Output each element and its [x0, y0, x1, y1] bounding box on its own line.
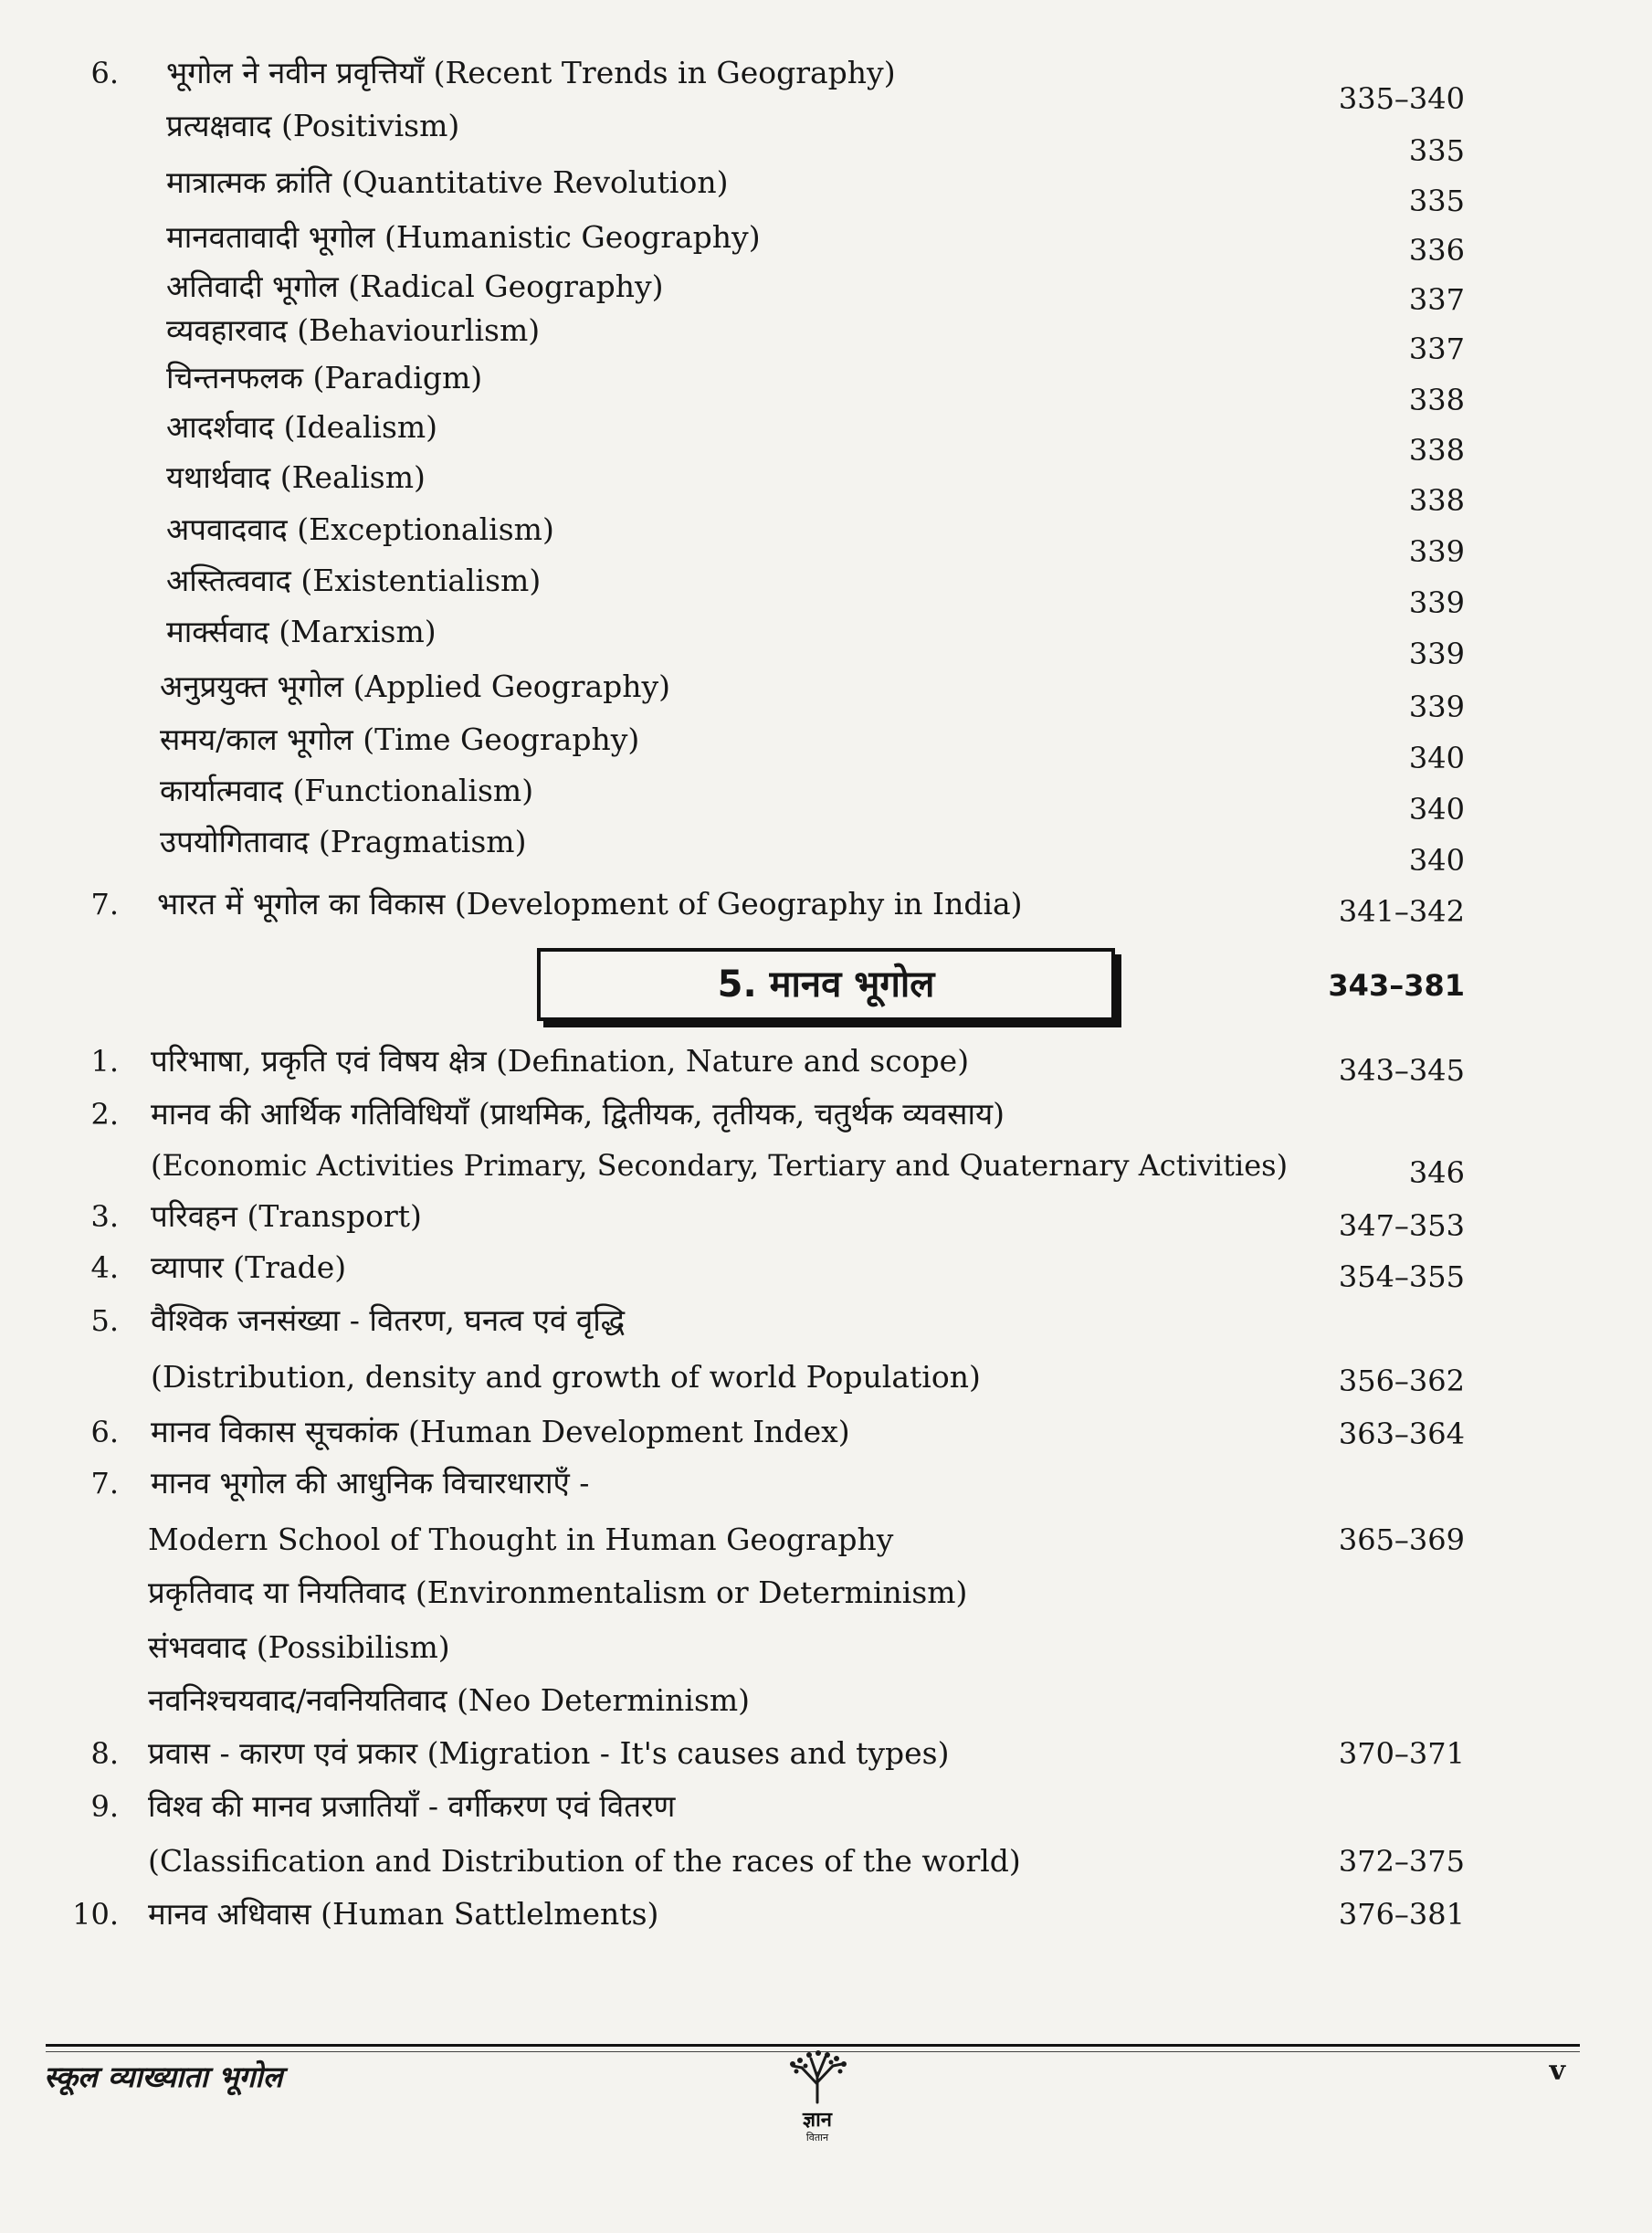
toc-subentry [0, 402, 1652, 468]
entry-number: 6. [90, 1415, 119, 1449]
entry-number: 4. [90, 1250, 119, 1285]
entry-page: 338 [1408, 483, 1465, 518]
toc-subentry [0, 452, 1652, 518]
entry-page: 338 [1408, 383, 1465, 417]
entry-page: 376–381 [1338, 1897, 1465, 1932]
entry-page: 347–353 [1338, 1208, 1465, 1243]
toc-entry [0, 1728, 1652, 1779]
logo-subtext: वितान [805, 2132, 829, 2143]
entry-title: (Classification and Distribution of the races of the world) [148, 1843, 1021, 1879]
entry-page: 335–340 [1338, 81, 1465, 116]
entry-title: मानव अधिवास (Human Sattlelments) [148, 1896, 659, 1932]
entry-title: विश्व की मानव प्रजातियाँ - वर्गीकरण एवं वितरण [148, 1788, 676, 1824]
entry-page: 336 [1408, 233, 1465, 268]
entry-number: 6. [90, 56, 119, 90]
toc-subentry [0, 353, 1652, 417]
publisher-logo [776, 2046, 858, 2146]
entry-title: चिन्तनफलक (Paradigm) [166, 360, 483, 395]
entry-title: व्यवहारवाद (Behaviourlism) [166, 312, 541, 348]
toc-entry [0, 1458, 1652, 1509]
entry-number: 2. [90, 1097, 119, 1132]
entry-title: अपवादवाद (Exceptionalism) [166, 511, 554, 547]
entry-number: 5. [90, 1303, 119, 1338]
entry-title: वैश्विक जनसंख्या - वितरण, घनत्व एवं वृद्धि [151, 1302, 626, 1338]
toc-entry [0, 1295, 1652, 1346]
entry-title: परिभाषा, प्रकृति एवं विषय क्षेत्र (Defination, Nature and scope) [151, 1043, 970, 1079]
section-heading: 5. मानव भूगोल [537, 948, 1115, 1021]
entry-number: 7. [90, 887, 119, 922]
entry-title: प्रत्यक्षवाद (Positivism) [166, 108, 460, 143]
toc-subentry [0, 504, 1652, 569]
entry-title: समय/काल भूगोल (Time Geography) [160, 722, 640, 757]
entry-title: प्रकृतिवाद या नियतिवाद (Environmentalism or Determinism) [148, 1575, 968, 1610]
toc-entry-continuation [0, 1352, 1652, 1403]
entry-title: उपयोगितावाद (Pragmatism) [160, 824, 527, 859]
toc-subentry [0, 305, 1652, 366]
toc-subentry [0, 816, 1652, 878]
toc-entry [0, 1242, 1652, 1293]
entry-page: 354–355 [1338, 1259, 1465, 1294]
toc-entry-continuation [0, 1140, 1652, 1191]
entry-title: व्यापार (Trade) [151, 1249, 347, 1285]
entry-number: 10. [72, 1897, 119, 1932]
section-page-range: 343–381 [1328, 968, 1465, 1003]
entry-page: 337 [1408, 332, 1465, 366]
toc-subentry [0, 1675, 1652, 1726]
entry-title: (Economic Activities Primary, Secondary, Tertiary and Quaternary Activities) [151, 1148, 1289, 1183]
entry-title: मानव भूगोल की आधुनिक विचारधाराएँ - [151, 1465, 590, 1501]
toc-subentry [0, 1622, 1652, 1673]
toc-subentry [0, 555, 1652, 620]
entry-title: (Distribution, density and growth of world Population) [151, 1359, 981, 1395]
toc-subentry [0, 157, 1652, 218]
page-number: v [1549, 2055, 1565, 2087]
toc-subentry [0, 100, 1652, 168]
entry-page: 340 [1408, 792, 1465, 827]
entry-title: अस्तित्ववाद (Existentialism) [166, 563, 542, 598]
toc-subentry [0, 1567, 1652, 1618]
entry-page: 365–369 [1338, 1522, 1465, 1557]
entry-page: 335 [1408, 133, 1465, 168]
entry-number: 8. [90, 1736, 119, 1771]
toc-entry [0, 1191, 1652, 1242]
entry-page: 339 [1408, 534, 1465, 569]
entry-page: 363–364 [1338, 1417, 1465, 1451]
toc-subentry [0, 212, 1652, 268]
entry-page: 341–342 [1338, 894, 1465, 929]
entry-title: मानव की आर्थिक गतिविधियाँ (प्राथमिक, द्वितीयक, तृतीयक, चतुर्थक व्यवसाय) [151, 1096, 1005, 1132]
entry-title: मात्रात्मक क्रांति (Quantitative Revolution) [166, 164, 729, 200]
entry-title: यथार्थवाद (Realism) [166, 459, 426, 495]
toc-subentry [0, 606, 1652, 671]
logo-text: ज्ञान [802, 2109, 833, 2132]
entry-title: मार्क्सवाद (Marxism) [166, 614, 437, 649]
entry-title: अतिवादी भूगोल (Radical Geography) [166, 269, 664, 304]
entry-title: भूगोल ने नवीन प्रवृत्तियाँ (Recent Trends in Geography) [166, 55, 896, 90]
entry-page: 335 [1408, 184, 1465, 218]
toc-entry [0, 47, 1652, 116]
toc-subentry [0, 661, 1652, 724]
tree-icon [776, 2046, 858, 2146]
entry-page: 372–375 [1338, 1844, 1465, 1879]
entry-title: अनुप्रयुक्त भूगोल (Applied Geography) [160, 669, 671, 704]
entry-title: मानव विकास सूचकांक (Human Development Index) [151, 1414, 850, 1449]
entry-title: कार्यात्मवाद (Functionalism) [160, 773, 534, 808]
entry-title: प्रवास - कारण एवं प्रकार (Migration - It's causes and types) [148, 1735, 950, 1771]
entry-number: 9. [90, 1789, 119, 1824]
toc-entry [0, 1406, 1652, 1458]
entry-page: 340 [1408, 843, 1465, 878]
entry-title: संभववाद (Possibilism) [148, 1629, 450, 1665]
entry-page: 370–371 [1338, 1736, 1465, 1771]
entry-page: 346 [1408, 1155, 1465, 1190]
entry-title: भारत में भूगोल का विकास (Development of Geography in India) [157, 886, 1023, 922]
entry-title: आदर्शवाद (Idealism) [166, 409, 438, 445]
toc-entry [0, 879, 1652, 930]
entry-page: 339 [1408, 690, 1465, 724]
entry-number: 7. [90, 1466, 119, 1501]
toc-entry [0, 1889, 1652, 1940]
entry-title: Modern School of Thought in Human Geography [148, 1522, 894, 1557]
entry-title: परिवहन (Transport) [151, 1198, 422, 1234]
toc-entry-continuation [0, 1514, 1652, 1565]
entry-number: 3. [90, 1199, 119, 1234]
entry-page: 343–345 [1338, 1053, 1465, 1088]
entry-page: 356–362 [1338, 1364, 1465, 1398]
entry-page: 340 [1408, 741, 1465, 775]
entry-page: 339 [1408, 585, 1465, 620]
toc-subentry [0, 714, 1652, 775]
entry-number: 1. [90, 1044, 119, 1079]
entry-title: नवनिश्चयवाद/नवनियतिवाद (Neo Determinism) [148, 1682, 751, 1718]
toc-subentry [0, 765, 1652, 827]
toc-entry [0, 1036, 1652, 1087]
entry-page: 339 [1408, 637, 1465, 671]
entry-page: 338 [1408, 433, 1465, 468]
toc-entry [0, 1089, 1652, 1140]
toc-entry [0, 1781, 1652, 1832]
footer-book-title: स्कूल व्याख्याता भूगोल [44, 2059, 283, 2094]
entry-page: 337 [1408, 282, 1465, 317]
toc-entry-continuation [0, 1836, 1652, 1887]
entry-title: मानवतावादी भूगोल (Humanistic Geography) [166, 219, 761, 255]
